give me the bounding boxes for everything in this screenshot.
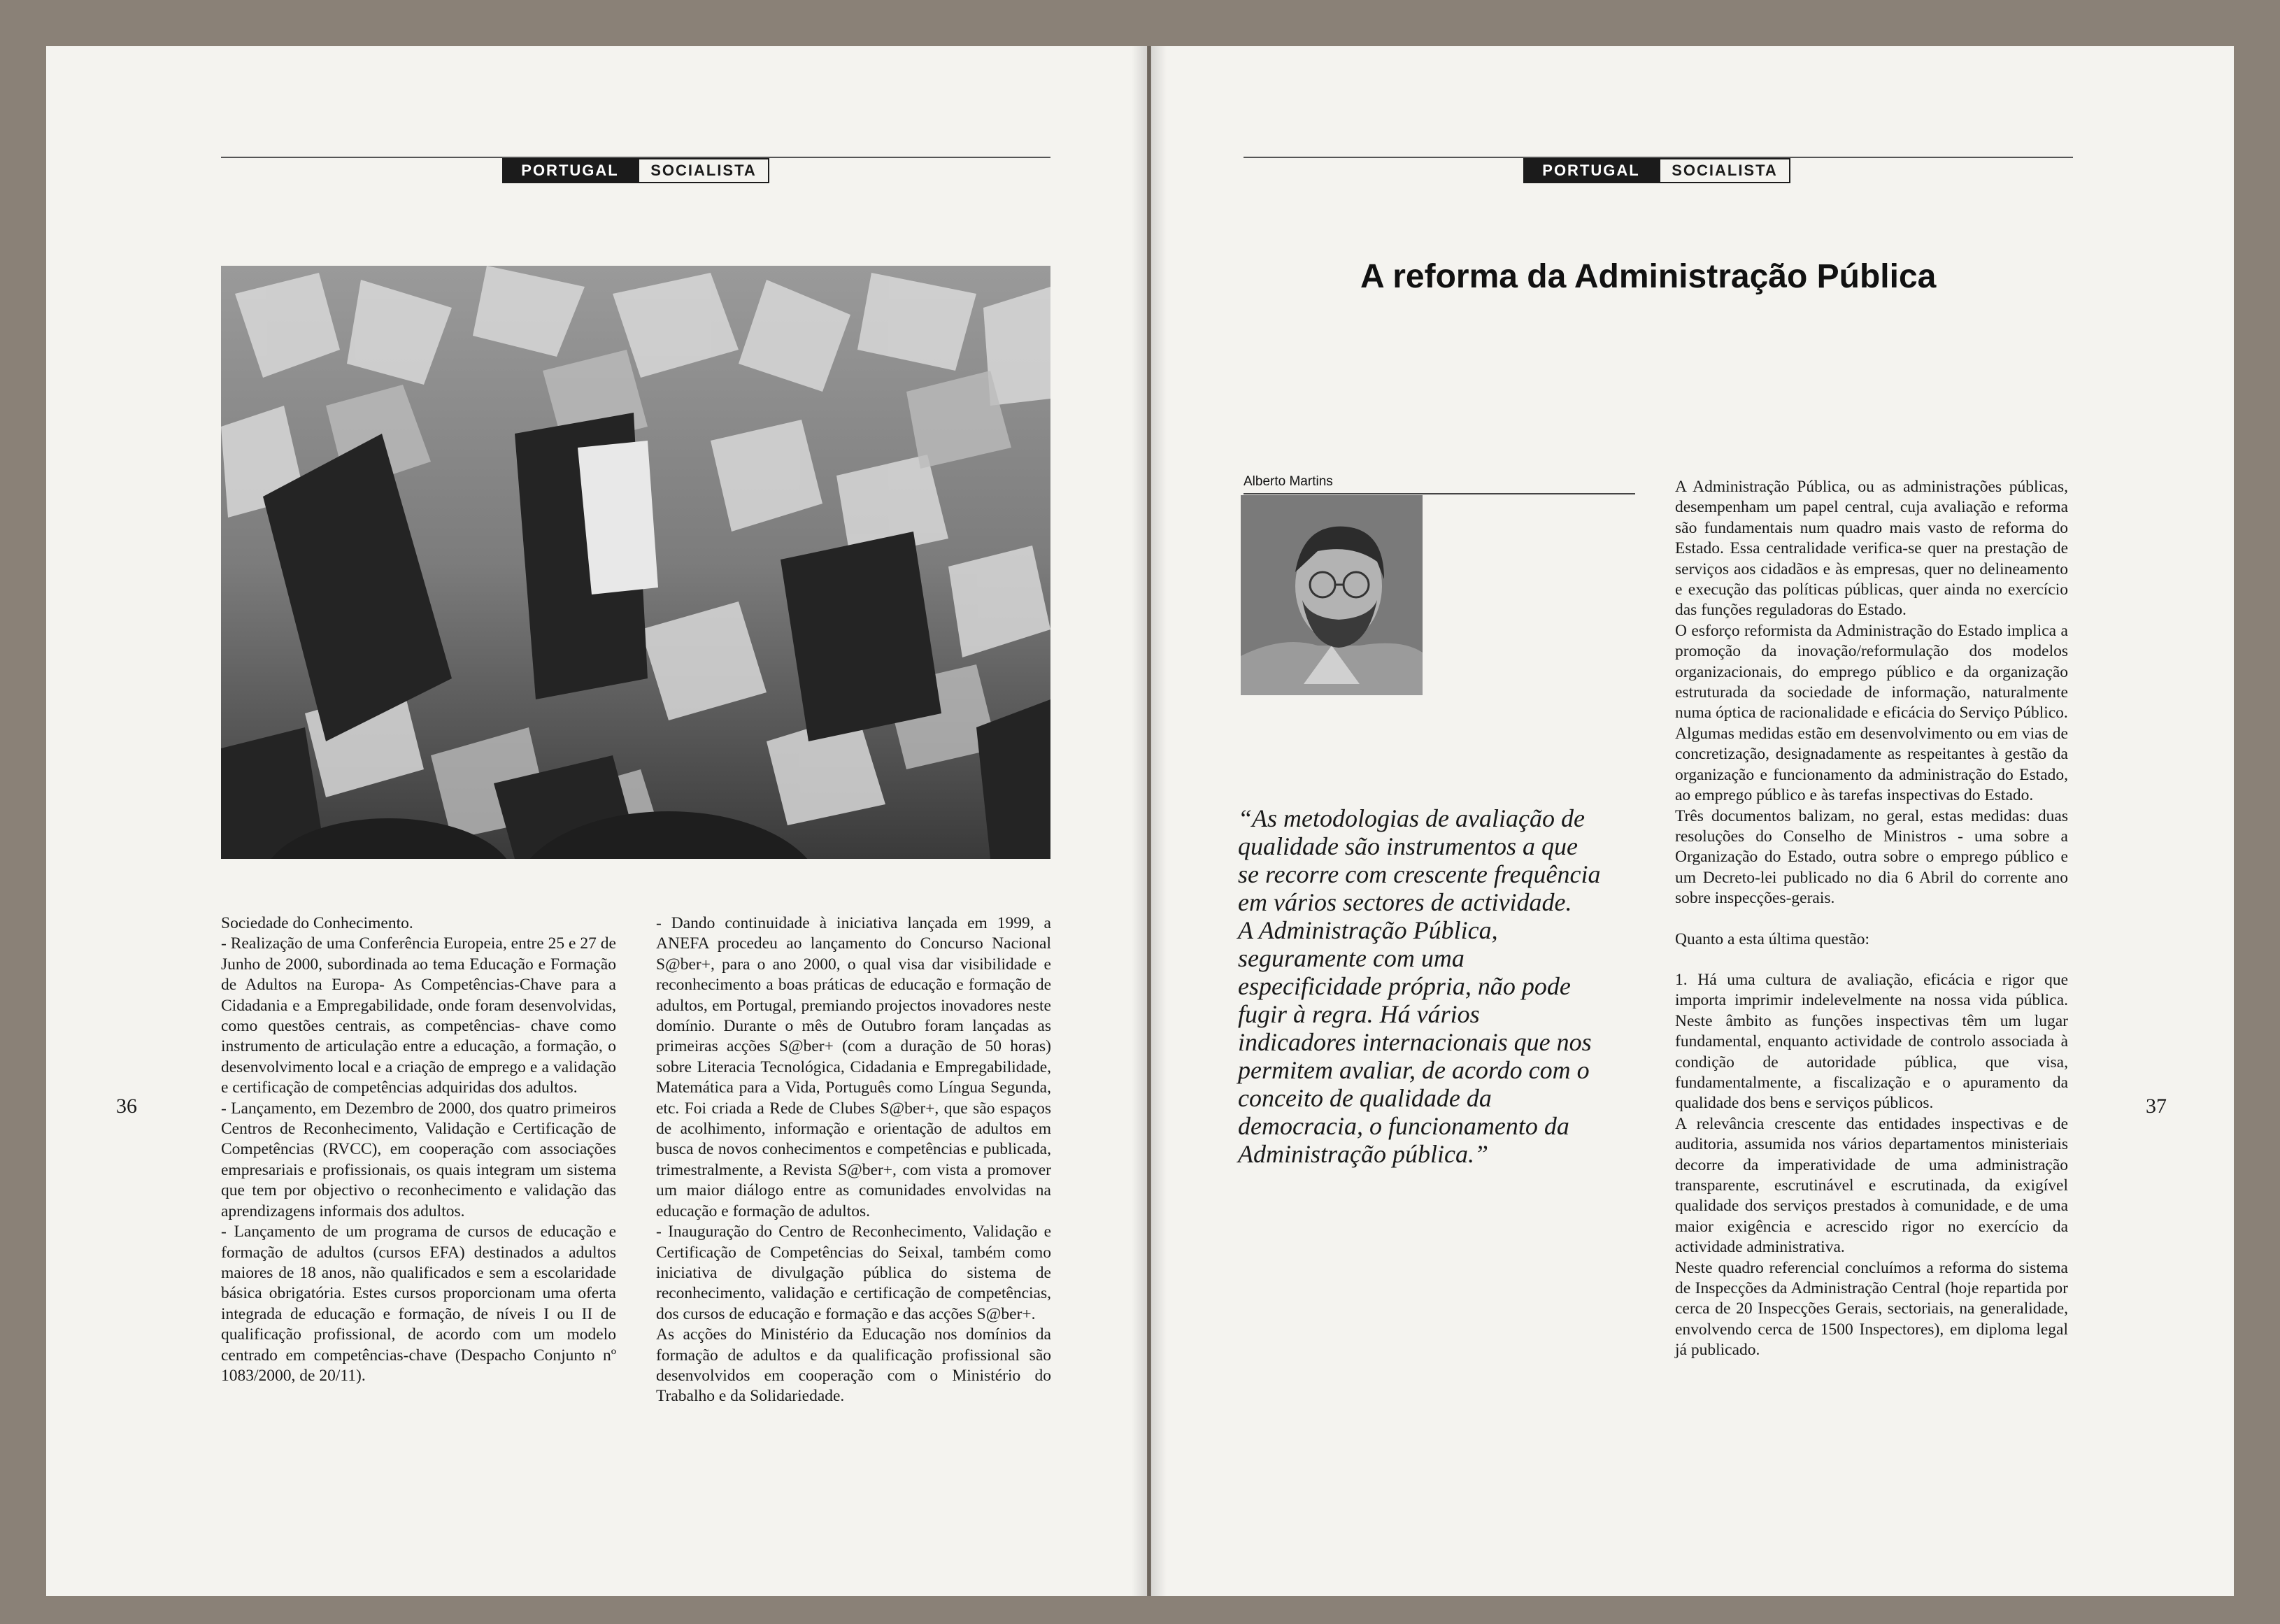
right-col-para: A relevância crescente das entidades inspectivas e de auditoria, assumida nos vários departamentos ministeriais decorre da imperatividade de uma administração transparente, escrutinável e escrutinada, da exigível qualidade dos serviços prestados à comunidade, e de uma maior exigência e acrescido rigor no exercício da actividade administrativa. bbox=[1675, 1114, 2068, 1257]
right-col-para: 1. Há uma cultura de avaliação, eficácia e rigor que importa imprimir indelevelmente na nossa vida pública. Neste âmbito as funções inspectivas têm um lugar fundamental, enquanto actividade de controlo associada à condição de autoridade pública, que visa, fundamentalmente, a fiscalização e o apuramento da qualidade dos bens e serviços públicos. bbox=[1675, 970, 2068, 1113]
pull-quote-para: “As metodologias de avaliação de qualidade são instrumentos a que se recorre com crescente frequência em vários sectores de actividade. bbox=[1238, 804, 1601, 916]
article-title: A reforma da Administração Pública bbox=[1360, 258, 1937, 295]
right-col-para: Quanto a esta última questão: bbox=[1675, 929, 1870, 948]
graduation-photo bbox=[221, 266, 1050, 859]
left-column-2 bbox=[656, 913, 1051, 1407]
author-portrait bbox=[1241, 495, 1423, 695]
right-col-para: Algumas medidas estão em desenvolvimento ou em vias de concretização, designadamente as respeitantes à gestão da organização e funcionamento da administração do Estado, ao emprego público e às tarefas inspectivas do Estado. bbox=[1675, 724, 2068, 805]
left-col1-para: - Realização de uma Conferência Europeia, entre 25 e 27 de Junho de 2000, subordinada ao tema Educação e Formação de Adultos na Europa- As Competências-Chave para a Cidadania e a Empregabilidade, onde foram desenvolvidas, como questões centrais, as competências- chave como instrumento de articulação entre a educação, a formação, o desenvolvimento local e a criação de emprego e a validação e certificação de competências adquiridas dos adultos. bbox=[221, 934, 616, 1097]
masthead-right bbox=[1523, 158, 1790, 183]
left-col1-para: - Lançamento de um programa de cursos de educação e formação de adultos (cursos EFA) destinados a adultos maiores de 18 anos, não qualificados e sem a escolaridade básica obrigatória. Estes cursos proporcionam uma oferta integrada de educação e formação, de níveis I ou II de qualificação profissional, de acordo com um modelo centrado em competências-chave (Despacho Conjunto nº 1083/2000, de 20/11). bbox=[221, 1223, 616, 1385]
page-number-left: 36 bbox=[116, 1095, 137, 1118]
masthead-left bbox=[502, 158, 769, 183]
left-col2-para: - Dando continuidade à iniciativa lançada em 1999, a ANEFA procedeu ao lançamento do Concurso Nacional S@ber+, para o ano 2000, o qual visa dar visibilidade e reconhecimento a boas práticas de educação e formação de adultos, em Portugal, premiando projectos inovadores neste domínio. Durante o mês de Outubro foram lançadas as primeiras acções S@ber+ (com a duração de 50 horas) sobre Literacia Tecnológica, Cidadania e Empregabilidade, Matemática para a Vida, Português como Língua Segunda, etc. Foi criada a Rede de Clubes S@ber+, que são espaços de acolhimento, informação e orientação de adultos em busca de novos conhecimentos e competências e publicada, trimestralmente, a Revista S@ber+, com vista a promover um maior diálogo entre as comunidades envolvidas na educação e formação de adultos. bbox=[656, 914, 1051, 1220]
right-col-para: Neste quadro referencial concluímos a reforma do sistema de Inspecções da Administração Central (hoje repartida por cerca de 20 Inspecções Gerais, sectoriais, na generalidade, envolvendo cerca de 1500 Inspectores), em diploma legal já publicado. bbox=[1675, 1258, 2068, 1360]
left-col2-para: As acções do Ministério da Educação nos domínios da formação de adultos e da qualificação profissional são desenvolvidos em cooperação com o Ministério do Trabalho e da Solidariedade. bbox=[656, 1325, 1051, 1406]
masthead-portugal: PORTUGAL bbox=[502, 158, 638, 183]
masthead-socialista: SOCIALISTA bbox=[638, 158, 769, 183]
right-col-para: Três documentos balizam, no geral, estas medidas: duas resoluções do Conselho de Ministros - uma sobre a Organização do Estado, outra sobre o emprego público e um Decreto-lei publicado no dia 6 Abril do corrente ano sobre inspecções-gerais. bbox=[1675, 806, 2068, 908]
right-column bbox=[1675, 477, 2068, 1361]
page-number-right: 37 bbox=[2146, 1095, 2167, 1118]
left-col1-para: - Lançamento, em Dezembro de 2000, dos quatro primeiros Centros de Reconhecimento, Validação e Certificação de Competências (RVCC), em cooperação com associações empresariais e profissionais, os quais integram um sistema que tem por objectivo o reconhecimento e validação das aprendizagens informais dos adultos. bbox=[221, 1099, 616, 1220]
byline-rule bbox=[1244, 493, 1635, 494]
pull-quote-para: A Administração Pública, seguramente com uma especificidade própria, não pode fugir à regra. Há vários indicadores internacionais que nos permitem avaliar, de acordo com o conceito de qualidade da democracia, o funcionamento da Administração pública.” bbox=[1238, 916, 1592, 1168]
right-col-para: A Administração Pública, ou as administrações públicas, desempenham um papel central, cuja avaliação e reforma são fundamentais num quadro mais vasto de reforma do Estado. Essa centralidade verifica-se quer na prestação de serviços aos cidadãos e às empresas, quer no delineamento e execução das políticas públicas, quer ainda no exercício das funções reguladoras do Estado. bbox=[1675, 478, 2068, 620]
book-gutter bbox=[1132, 46, 1167, 1596]
pull-quote bbox=[1238, 804, 1602, 1168]
left-col1-para: Sociedade do Conhecimento. bbox=[221, 914, 413, 932]
left-column-1 bbox=[221, 913, 616, 1386]
masthead-portugal: PORTUGAL bbox=[1523, 158, 1659, 183]
left-col2-para: - Inauguração do Centro de Reconhecimento, Validação e Certificação de Competências do Seixal, também como iniciativa de divulgação pública do sistema de reconhecimento, validação e certificação de competências, dos cursos de educação e formação e das acções S@ber+. bbox=[656, 1223, 1051, 1323]
author-byline: Alberto Martins bbox=[1244, 474, 1333, 489]
right-col-para: O esforço reformista da Administração do Estado implica a promoção da inovação/reformulação dos modelos organizacionais, do emprego público e da organização estruturada da sociedade de informação, naturalmente numa óptica de racionalidade e eficácia do Serviço Público. bbox=[1675, 621, 2068, 722]
masthead-socialista: SOCIALISTA bbox=[1659, 158, 1790, 183]
